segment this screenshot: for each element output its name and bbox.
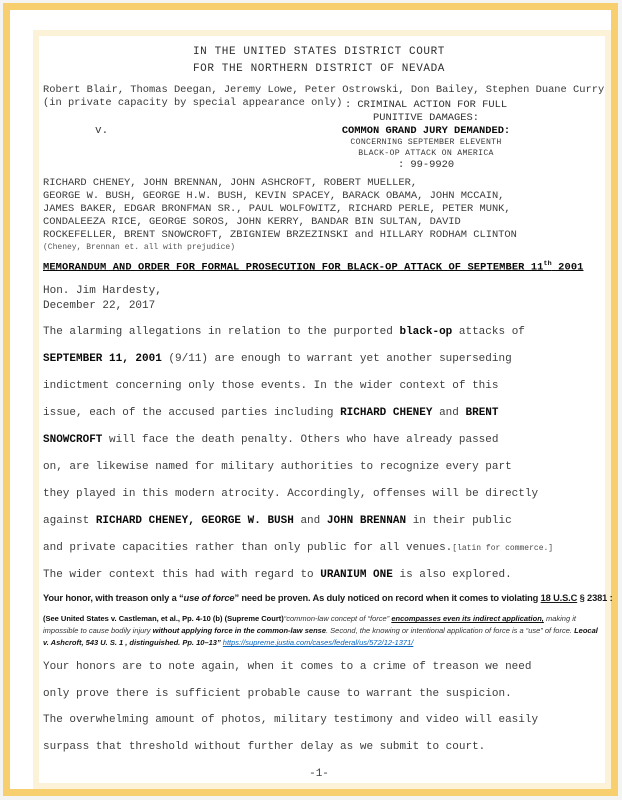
paragraph-line — [43, 562, 595, 589]
plaintiffs-line: Robert Blair, Thomas Deegan, Jeremy Lowe, Peter Ostrowski, Don Bailey, Stephen Duane Curry — [43, 84, 605, 96]
text-segment: (See United States v. Castleman, et al., Pp. 4-10 (b) (Supreme Court) — [43, 614, 284, 624]
text-segment: MEMORANDUM AND ORDER FOR FORMAL PROSECUTION FOR BLACK-OP ATTACK OF SEPTEMBER 11 — [43, 261, 544, 274]
page-number: -1- — [309, 768, 329, 781]
treason-statement — [43, 591, 613, 605]
text-segment: RICHARD CHENEY — [340, 407, 433, 420]
document-frame — [3, 3, 618, 796]
text-segment: encompasses even its indirect application, — [391, 614, 544, 624]
paragraph-line — [43, 508, 595, 535]
caption-line: PUNITIVE DAMAGES: — [372, 112, 479, 124]
text-segment: “common-law concept of “force” — [283, 614, 392, 624]
case-caption — [261, 99, 591, 172]
paragraph-line: The overwhelming amount of photos, military testimony and video will easily — [43, 714, 539, 727]
text-segment: (9/11) are enough to warrant yet another superseding — [161, 353, 512, 366]
defendants-block — [43, 177, 595, 253]
text-segment: . Second, the knowing or intentional application of force is a “use” of force. — [326, 626, 575, 636]
paragraph-line — [43, 427, 595, 454]
paragraph-line — [43, 373, 595, 400]
paragraph-line — [43, 535, 595, 562]
text-segment: and — [293, 515, 327, 528]
paragraph-line: only prove there is sufficient probable cause to warrant the suspicion. — [43, 687, 512, 700]
paragraph-line: Your honors are to note again, when it comes to a crime of treason we need — [43, 661, 532, 674]
text-segment: SNOWCROFT — [43, 434, 103, 447]
case-number: : 99-9920 — [397, 159, 455, 171]
text-segment: without applying force in the common-law sense — [152, 626, 326, 636]
paragraph-line — [43, 319, 595, 346]
court-header — [43, 44, 595, 78]
text-segment: JOHN BRENNAN — [326, 515, 407, 528]
paragraph-line — [43, 481, 595, 508]
text-segment: 2001 — [551, 261, 584, 274]
text-segment: on, are likewise named for military authorities to recognize every part — [43, 461, 512, 474]
body-paragraph-1 — [43, 319, 595, 589]
body-paragraph-2 — [43, 654, 595, 760]
text-segment: Leocal v. Ashcroft, 543 U. S. 1 , distinguished. — [43, 626, 598, 648]
text-segment: URANIUM ONE — [320, 569, 393, 582]
text-segment: making it impossible to cause bodily injury — [43, 614, 576, 636]
paragraph-line — [43, 400, 595, 427]
text-segment: in their public — [406, 515, 512, 528]
citation-link[interactable]: https://supreme.justia.com/cases/federal/us/572/12-1371/ — [222, 638, 414, 648]
plaintiffs-line: (in private capacity by special appearance only) — [43, 96, 343, 109]
caption-line: CONCERNING SEPTEMBER ELEVENTH — [350, 138, 502, 147]
defendants-line: JAMES BAKER, EDGAR BRONFMAN SR., PAUL WOLFOWITZ, RICHARD PERLE, PETER MUNK, — [43, 203, 511, 215]
text-segment: The alarming allegations in relation to the purported — [43, 326, 400, 339]
text-segment: is also explored. — [392, 569, 512, 582]
defendants-line: CONDALEEZA RICE, GEORGE SOROS, JOHN KERRY, BANDAR BIN SULTAN, DAVID — [43, 216, 461, 228]
text-segment: use of force — [183, 593, 235, 604]
text-segment: SEPTEMBER 11, 2001 — [43, 353, 162, 366]
caption-line: COMMON GRAND JURY DEMANDED: — [341, 125, 511, 137]
text-segment: attacks of — [452, 326, 525, 339]
text-segment: black-op — [399, 326, 453, 339]
defendants-line: RICHARD CHENEY, JOHN BRENNAN, JOHN ASHCROFT, ROBERT MUELLER, — [43, 177, 418, 189]
paragraph-line — [43, 454, 595, 481]
text-segment: they played in this modern atrocity. Accordingly, offenses will be directly — [43, 488, 539, 501]
caption-line: BLACK-OP ATTACK ON AMERICA — [358, 148, 494, 158]
memorandum-title — [43, 260, 595, 273]
document-page — [33, 30, 611, 789]
document-content — [39, 36, 613, 783]
text-segment: and — [432, 407, 466, 420]
paragraph-line — [43, 346, 595, 373]
caption-line: : CRIMINAL ACTION FOR FULL — [344, 99, 508, 111]
text-segment: § 2381 : — [577, 593, 613, 604]
judge-name: Hon. Jim Hardesty, — [43, 285, 162, 298]
text-segment: BRENT — [465, 407, 499, 420]
court-header-line: IN THE UNITED STATES DISTRICT COURT — [192, 46, 446, 58]
citation-note — [43, 613, 605, 649]
defendants-line: ROCKEFELLER, BRENT SNOWCROFT, ZBIGNIEW BRZEZINSKI and HILLARY RODHAM CLINTON — [43, 229, 517, 241]
text-segment: th — [543, 260, 552, 268]
text-segment: against — [43, 515, 96, 528]
text-segment: will face the death penalty. Others who have already passed — [102, 434, 499, 447]
text-segment: Your honor, with treason only a “ — [43, 593, 184, 604]
court-header-line: FOR THE NORTHERN DISTRICT OF NEVADA — [192, 63, 446, 75]
filing-date: December 22, 2017 — [43, 300, 156, 313]
text-segment: ” need be proven. As duly noticed on record when it comes to violating — [234, 593, 541, 604]
text-segment: indictment concerning only those events. In the wider context of this — [43, 380, 499, 393]
paragraph-line: surpass that threshold without further delay as we submit to court. — [43, 740, 486, 753]
text-segment: Pp. 10–13” — [180, 638, 223, 648]
text-segment: and private capacities rather than only public for all venues. — [43, 542, 453, 555]
judge-block — [43, 284, 595, 314]
text-segment: 18 U.S.C — [540, 593, 578, 604]
prejudice-note: (Cheney, Brennan et. all with prejudice) — [43, 243, 236, 252]
text-segment: [latin for commerce.] — [452, 544, 554, 554]
defendants-line: GEORGE W. BUSH, GEORGE H.W. BUSH, KEVIN SPACEY, BARACK OBAMA, JOHN MCCAIN, — [43, 190, 505, 202]
versus-label: v. — [95, 125, 109, 137]
text-segment: issue, each of the accused parties including — [43, 407, 341, 420]
text-segment: The wider context this had with regard to — [43, 569, 321, 582]
text-segment: RICHARD CHENEY, GEORGE W. BUSH — [95, 515, 294, 528]
